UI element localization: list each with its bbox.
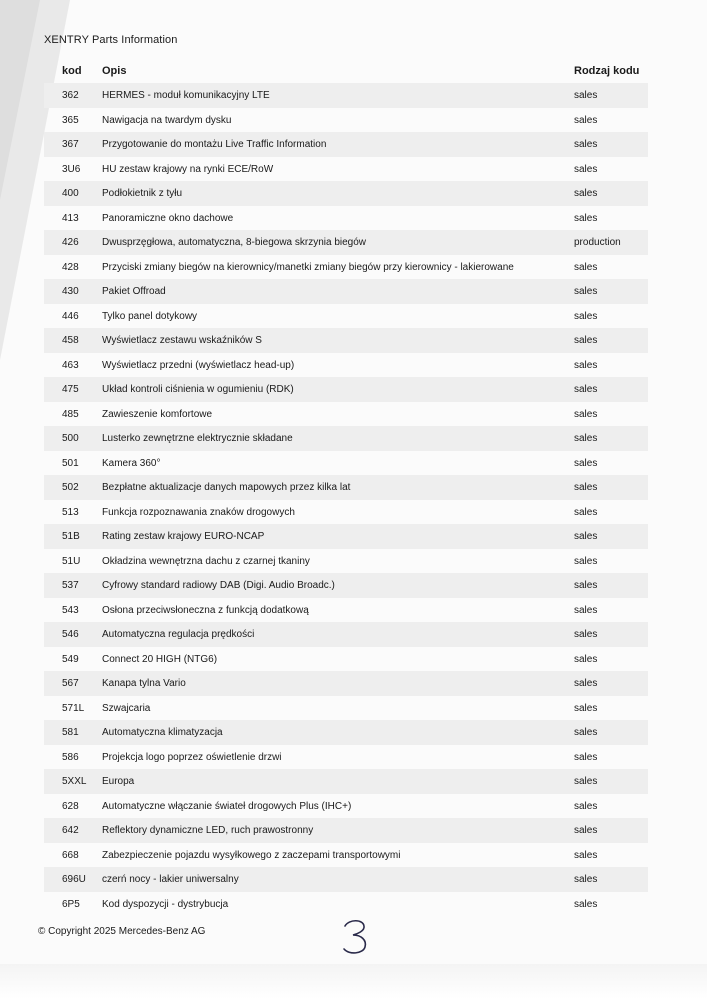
table-row [44, 353, 648, 378]
cell-kod: 6P5 [62, 898, 80, 910]
table-row [44, 230, 648, 255]
cell-kod: 696U [62, 874, 86, 885]
cell-rodzaj: sales [574, 433, 598, 444]
cell-rodzaj: sales [574, 898, 598, 910]
cell-opis: Zawieszenie komfortowe [102, 408, 213, 420]
table-row [44, 451, 648, 476]
table-row [44, 696, 648, 721]
cell-kod: 668 [62, 849, 79, 861]
copyright-footer: © Copyright 2025 Mercedes-Benz AG [38, 926, 206, 937]
table-row [44, 549, 648, 574]
table-row [44, 206, 648, 231]
table-row [44, 892, 648, 917]
page-shadow-dark [0, 0, 40, 200]
cell-opis: Dwusprzęgłowa, automatyczna, 8-biegowa skrzynia biegów [102, 237, 367, 248]
table-body [44, 83, 648, 916]
cell-kod: 586 [62, 751, 79, 763]
cell-rodzaj: sales [574, 408, 598, 420]
cell-opis: Tylko panel dotykowy [102, 310, 198, 322]
cell-opis: Automatyczna regulacja prędkości [102, 629, 255, 640]
cell-opis: Cyfrowy standard radiowy DAB (Digi. Audio Broadc.) [102, 580, 335, 591]
cell-opis: Kanapa tylna Vario [102, 678, 186, 689]
table-row [44, 83, 648, 108]
table-row [44, 108, 648, 133]
table-row [44, 598, 648, 623]
cell-kod: 537 [62, 580, 79, 591]
table-row [44, 867, 648, 892]
cell-rodzaj: sales [574, 678, 598, 689]
cell-kod: 513 [62, 506, 79, 518]
cell-rodzaj: sales [574, 114, 598, 126]
cell-opis: Zabezpieczenie pojazdu wysyłkowego z zaczepami transportowymi [102, 849, 401, 861]
cell-kod: 51B [62, 531, 80, 542]
table-row [44, 500, 648, 525]
table-row [44, 818, 648, 843]
cell-kod: 365 [62, 114, 79, 126]
cell-rodzaj: sales [574, 751, 598, 763]
cell-opis: Przyciski zmiany biegów na kierownicy/manetki zmiany biegów przy kierownicy - lakierowane [102, 261, 514, 273]
cell-rodzaj: sales [574, 727, 598, 738]
cell-kod: 501 [62, 457, 79, 469]
cell-opis: Europa [102, 776, 135, 787]
cell-kod: 628 [62, 800, 79, 812]
cell-kod: 581 [62, 727, 79, 738]
cell-rodzaj: sales [574, 90, 598, 101]
cell-rodzaj: sales [574, 139, 598, 150]
table-row [44, 402, 648, 427]
table-row [44, 524, 648, 549]
cell-opis: HERMES - moduł komunikacyjny LTE [102, 90, 270, 101]
cell-rodzaj: sales [574, 261, 598, 273]
table-row [44, 671, 648, 696]
cell-rodzaj: sales [574, 629, 598, 640]
cell-opis: Funkcja rozpoznawania znaków drogowych [102, 506, 295, 518]
cell-rodzaj: sales [574, 482, 598, 493]
cell-opis: Kod dyspozycji - dystrybucja [102, 898, 229, 910]
cell-rodzaj: sales [574, 800, 598, 812]
cell-opis: Podłokietnik z tyłu [102, 188, 183, 199]
cell-rodzaj: sales [574, 653, 598, 665]
table-row [44, 377, 648, 402]
cell-opis: Wyświetlacz zestawu wskaźników S [102, 335, 262, 346]
cell-opis: Układ kontroli ciśnienia w ogumieniu (RDK) [102, 384, 294, 395]
cell-opis: Panoramiczne okno dachowe [102, 212, 234, 224]
table-row [44, 794, 648, 819]
cell-kod: 426 [62, 237, 79, 248]
cell-rodzaj: sales [574, 506, 598, 518]
table-row [44, 157, 648, 182]
table-row [44, 573, 648, 598]
parts-table [44, 59, 648, 916]
cell-opis: Rating zestaw krajowy EURO-NCAP [102, 531, 265, 542]
cell-opis: Kamera 360° [102, 457, 161, 469]
cell-kod: 543 [62, 604, 79, 616]
table-row [44, 769, 648, 794]
cell-rodzaj: sales [574, 580, 598, 591]
table-row [44, 426, 648, 451]
cell-kod: 475 [62, 384, 79, 395]
cell-kod: 485 [62, 408, 79, 420]
table-row [44, 255, 648, 280]
cell-kod: 5XXL [62, 776, 87, 787]
cell-kod: 362 [62, 90, 79, 101]
document-title: XENTRY Parts Information [44, 34, 178, 46]
cell-rodzaj: sales [574, 555, 598, 567]
cell-opis: Osłona przeciwsłoneczna z funkcją dodatkową [102, 604, 309, 616]
cell-rodzaj: sales [574, 384, 598, 395]
cell-kod: 430 [62, 286, 79, 297]
cell-rodzaj: sales [574, 849, 598, 861]
cell-kod: 546 [62, 629, 79, 640]
cell-rodzaj: sales [574, 335, 598, 346]
table-row [44, 745, 648, 770]
table-row [44, 328, 648, 353]
cell-opis: Nawigacja na twardym dysku [102, 114, 232, 126]
cell-opis: Wyświetlacz przedni (wyświetlacz head-up) [102, 359, 295, 371]
cell-rodzaj: sales [574, 359, 598, 371]
table-row [44, 720, 648, 745]
cell-kod: 413 [62, 212, 79, 224]
table-row [44, 181, 648, 206]
cell-rodzaj: sales [574, 163, 598, 175]
handwritten-page-number [339, 916, 373, 956]
cell-kod: 3U6 [62, 163, 81, 175]
cell-opis: Pakiet Offroad [102, 286, 166, 297]
cell-kod: 502 [62, 482, 79, 493]
table-row [44, 304, 648, 329]
page-bottom-edge [0, 964, 707, 999]
cell-rodzaj: sales [574, 188, 598, 199]
cell-kod: 51U [62, 555, 81, 567]
table-row [44, 279, 648, 304]
cell-rodzaj: sales [574, 874, 598, 885]
cell-opis: Reflektory dynamiczne LED, ruch prawostronny [102, 825, 314, 836]
cell-rodzaj: sales [574, 457, 598, 469]
header-opis: Opis [102, 65, 127, 77]
cell-kod: 500 [62, 433, 79, 444]
cell-kod: 458 [62, 335, 79, 346]
cell-opis: Bezpłatne aktualizacje danych mapowych przez kilka lat [102, 482, 351, 493]
table-row [44, 843, 648, 868]
cell-kod: 367 [62, 139, 79, 150]
cell-rodzaj: sales [574, 286, 598, 297]
cell-opis: Lusterko zewnętrzne elektrycznie składane [102, 433, 293, 444]
table-row [44, 132, 648, 157]
cell-kod: 400 [62, 188, 79, 199]
table-row [44, 622, 648, 647]
cell-kod: 428 [62, 261, 79, 273]
cell-opis: HU zestaw krajowy na rynki ECE/RoW [102, 163, 274, 175]
cell-rodzaj: sales [574, 776, 598, 787]
cell-kod: 571L [62, 702, 85, 714]
cell-kod: 463 [62, 359, 79, 371]
table-row [44, 475, 648, 500]
cell-kod: 642 [62, 825, 79, 836]
cell-kod: 549 [62, 653, 79, 665]
cell-rodzaj: sales [574, 310, 598, 322]
cell-opis: Przygotowanie do montażu Live Traffic Information [102, 139, 327, 150]
cell-rodzaj: sales [574, 212, 598, 224]
cell-kod: 567 [62, 678, 79, 689]
cell-rodzaj: production [574, 237, 621, 248]
cell-rodzaj: sales [574, 531, 598, 542]
cell-opis: Projekcja logo poprzez oświetlenie drzwi [102, 751, 282, 763]
cell-opis: czerń nocy - lakier uniwersalny [102, 874, 239, 885]
cell-rodzaj: sales [574, 702, 598, 714]
cell-opis: Automatyczne włączanie świateł drogowych Plus (IHC+) [102, 800, 352, 812]
table-row [44, 647, 648, 672]
cell-opis: Okładzina wewnętrzna dachu z czarnej tkaniny [102, 555, 310, 567]
table-header [44, 59, 648, 83]
cell-rodzaj: sales [574, 825, 598, 836]
cell-kod: 446 [62, 310, 79, 322]
cell-opis: Automatyczna klimatyzacja [102, 727, 223, 738]
cell-rodzaj: sales [574, 604, 598, 616]
cell-opis: Szwajcaria [102, 702, 151, 714]
header-rodzaj: Rodzaj kodu [574, 65, 640, 77]
cell-opis: Connect 20 HIGH (NTG6) [102, 653, 218, 665]
header-kod: kod [62, 65, 82, 77]
